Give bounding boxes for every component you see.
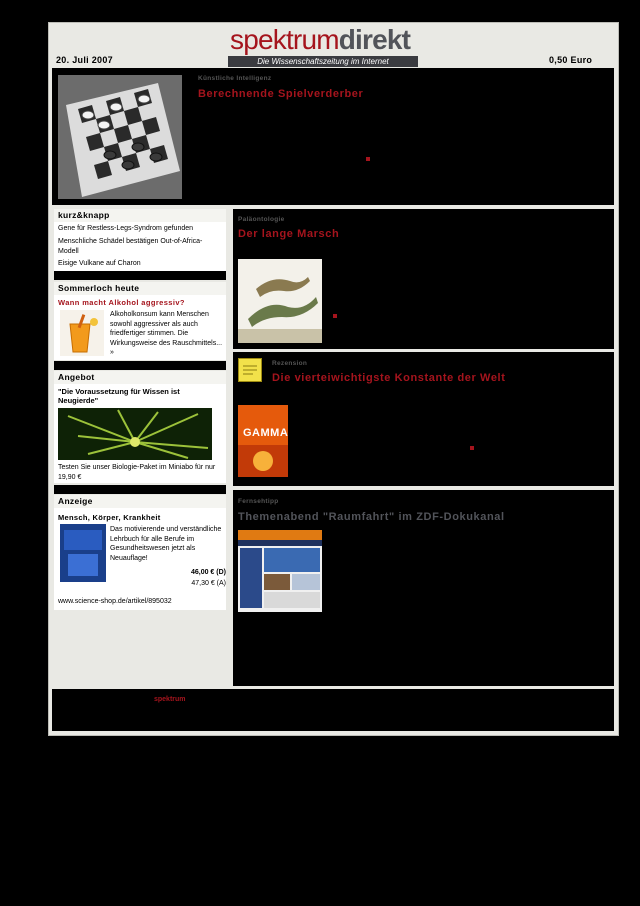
lead-more-bullet[interactable]: [366, 157, 370, 161]
column-separator: [228, 207, 232, 688]
article-2-headline[interactable]: Die vierteiwichtigste Konstante der Welt: [272, 372, 506, 384]
logo-part-spektrum: spektrum: [230, 24, 339, 55]
book-cover-image: [60, 524, 106, 582]
article-2-kicker: Rezension: [272, 360, 308, 367]
note-lines-icon: [239, 359, 261, 381]
article-1-more-bullet[interactable]: [333, 314, 337, 318]
angebot-title: Angebot: [54, 371, 226, 384]
issue-price: 0,50 Euro: [549, 55, 593, 65]
sommerloch-image-drink[interactable]: [60, 310, 104, 356]
kurzknapp-item-1[interactable]: Gene für Restless-Legs-Syndrom gefunden: [58, 225, 194, 232]
sommerloch-headline[interactable]: Wann macht Alkohol aggressiv?: [58, 298, 185, 307]
angebot-image-plant[interactable]: [58, 408, 212, 460]
lead-image-checkers[interactable]: [58, 75, 182, 199]
anzeige-title: Anzeige: [54, 495, 226, 508]
angebot-quote: "Die Voraussetzung für Wissen ist Neugierde": [58, 387, 180, 405]
lead-kicker: Künstliche Intelligenz: [198, 75, 272, 82]
footer-link[interactable]: spektrum: [154, 696, 186, 703]
angebot-text[interactable]: Testen Sie unser Biologie-Paket im Miniabo für nur 19,90 €: [58, 464, 216, 481]
anzeige-url[interactable]: www.science-shop.de/artikel/895032: [58, 598, 172, 605]
lead-headline[interactable]: Berechnende Spielverderber: [198, 88, 364, 100]
footer-box: [52, 689, 614, 731]
anzeige-price-a: 47,30 € (A): [191, 580, 226, 587]
plant-photo-image: [58, 408, 212, 460]
logo[interactable]: [230, 24, 410, 56]
note-icon: [238, 358, 262, 382]
drink-glass-icon: [60, 310, 104, 356]
article-2-book-cover[interactable]: [238, 405, 288, 477]
kurzknapp-item-3[interactable]: Eisige Vulkane auf Charon: [58, 260, 141, 267]
kurzknapp-item-2[interactable]: Menschliche Schädel bestätigen Out-of-Africa-Modell: [58, 238, 203, 255]
article-3-screenshot[interactable]: [238, 530, 322, 612]
issue-date: 20. Juli 2007: [56, 55, 113, 65]
divider-bar: [54, 485, 226, 494]
website-screenshot-image: [238, 530, 322, 612]
anzeige-price-d: 46,00 € (D): [190, 569, 226, 576]
divider-bar: [54, 361, 226, 370]
book-art-image: [238, 445, 288, 477]
logo-tagline: Die Wissenschaftszeitung im Internet: [228, 56, 418, 67]
article-3-headline[interactable]: Themenabend "Raumfahrt" im ZDF-Dokukanal: [238, 511, 505, 523]
anzeige-headline[interactable]: Mensch, Körper, Krankheit: [58, 513, 161, 522]
article-1-headline[interactable]: Der lange Marsch: [238, 228, 340, 240]
divider-bar: [54, 271, 226, 280]
article-2-more-bullet[interactable]: [470, 446, 474, 450]
checkers-board-image: [58, 75, 182, 199]
kurzknapp-title: kurz&knapp: [54, 209, 226, 222]
gamma-book-title: GAMMA: [243, 427, 289, 439]
sommerloch-title: Sommerloch heute: [54, 282, 226, 295]
article-1-image-dinosaurs[interactable]: [238, 259, 322, 343]
sommerloch-text: Alkoholkonsum kann Menschen sowohl aggressiver als auch friedfertiger stimmen. Die Wirkungsweise des Rauschmittels... »: [110, 311, 223, 356]
article-1-kicker: Paläontologie: [238, 216, 285, 223]
logo-part-direkt: direkt: [338, 24, 411, 55]
anzeige-book-cover[interactable]: [60, 524, 106, 582]
anzeige-text: Das motivierende und verständliche Lehrbuch für alle Berufe im Gesundheitswesen jetzt als Neuauflage!: [110, 526, 222, 562]
dinosaur-illustration-image: [238, 259, 322, 343]
article-3-kicker: Fernsehtipp: [238, 498, 279, 505]
